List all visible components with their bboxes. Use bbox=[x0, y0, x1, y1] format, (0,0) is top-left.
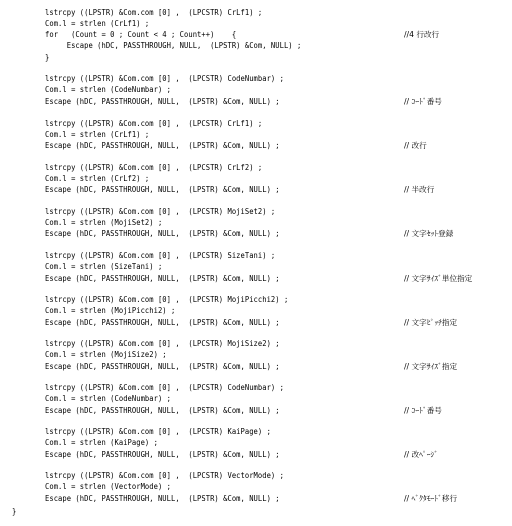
code-line: Escape (hDC, PASSTHROUGH, NULL, (LPSTR) &Com, NULL) ; bbox=[45, 41, 302, 50]
code-line: Com.l = strlen (KaiPage) ; bbox=[45, 438, 158, 447]
code-line: Escape (hDC, PASSTHROUGH, NULL, (LPSTR) &Com, NULL) ; bbox=[45, 362, 280, 371]
code-line: Escape (hDC, PASSTHROUGH, NULL, (LPSTR) &Com, NULL) ; bbox=[45, 185, 280, 194]
code-line: Com.l = strlen (MojiSet2) ; bbox=[45, 218, 163, 227]
code-line: Escape (hDC, PASSTHROUGH, NULL, (LPSTR) &Com, NULL) ; bbox=[45, 318, 280, 327]
code-line: Escape (hDC, PASSTHROUGH, NULL, (LPSTR) &Com, NULL) ; bbox=[45, 274, 280, 283]
code-line: Com.l = strlen (CodeNumbar) ; bbox=[45, 394, 172, 403]
code-line: lstrcpy ((LPSTR) &Com.com [0] , (LPCSTR) CrLf1) ; bbox=[45, 8, 263, 17]
code-comment: // 改ﾍﾟｰｼﾞ bbox=[404, 450, 439, 459]
code-line: lstrcpy ((LPSTR) &Com.com [0] , (LPCSTR) CodeNumbar) ; bbox=[45, 383, 284, 392]
code-line: Escape (hDC, PASSTHROUGH, NULL, (LPSTR) &Com, NULL) ; bbox=[45, 229, 280, 238]
code-line: Com.l = strlen (CrLf1) ; bbox=[45, 130, 150, 139]
code-line: Escape (hDC, PASSTHROUGH, NULL, (LPSTR) &Com, NULL) ; bbox=[45, 494, 280, 503]
code-line: lstrcpy ((LPSTR) &Com.com [0] , (LPCSTR) MojiPicchi2) ; bbox=[45, 295, 289, 304]
code-comment: // ﾍﾞｸﾀﾓｰﾄﾞ移行 bbox=[404, 494, 458, 503]
code-comment: // 改行 bbox=[404, 141, 427, 150]
code-line: Com.l = strlen (CodeNumbar) ; bbox=[45, 85, 172, 94]
code-comment: // 文字ﾋﾟｯﾁ指定 bbox=[404, 318, 458, 327]
code-line: Escape (hDC, PASSTHROUGH, NULL, (LPSTR) &Com, NULL) ; bbox=[45, 450, 280, 459]
code-comment: //4 行改行 bbox=[404, 30, 440, 39]
code-line: lstrcpy ((LPSTR) &Com.com [0] , (LPCSTR) MojiSize2) ; bbox=[45, 339, 280, 348]
code-line: Com.l = strlen (SizeTani) ; bbox=[45, 262, 163, 271]
code-line: Com.l = strlen (VectorMode) ; bbox=[45, 482, 172, 491]
code-line: lstrcpy ((LPSTR) &Com.com [0] , (LPCSTR) CrLf1) ; bbox=[45, 119, 263, 128]
code-line: } bbox=[45, 53, 50, 62]
code-line: Com.l = strlen (MojiPicchi2) ; bbox=[45, 306, 176, 315]
code-line: Com.l = strlen (CrLf2) ; bbox=[45, 174, 150, 183]
code-comment: // ｺｰﾄﾞ番号 bbox=[404, 97, 442, 106]
code-line: for (Count = 0 ; Count < 4 ; Count++) { bbox=[45, 30, 237, 39]
code-line: lstrcpy ((LPSTR) &Com.com [0] , (LPCSTR) KaiPage) ; bbox=[45, 427, 271, 436]
code-comment: // 文字ｻｲｽﾞ単位指定 bbox=[404, 274, 473, 283]
code-line: lstrcpy ((LPSTR) &Com.com [0] , (LPCSTR) MojiSet2) ; bbox=[45, 207, 276, 216]
code-comment: // 文字ｻｲｽﾞ指定 bbox=[404, 362, 458, 371]
code-line: Escape (hDC, PASSTHROUGH, NULL, (LPSTR) &Com, NULL) ; bbox=[45, 141, 280, 150]
code-line: lstrcpy ((LPSTR) &Com.com [0] , (LPCSTR) CodeNumbar) ; bbox=[45, 74, 284, 83]
code-line: Escape (hDC, PASSTHROUGH, NULL, (LPSTR) &Com, NULL) ; bbox=[45, 406, 280, 415]
code-comment: // ｺｰﾄﾞ番号 bbox=[404, 406, 442, 415]
code-comment: // 半改行 bbox=[404, 185, 435, 194]
code-line: Com.l = strlen (CrLf1) ; bbox=[45, 19, 150, 28]
code-line: lstrcpy ((LPSTR) &Com.com [0] , (LPCSTR) CrLf2) ; bbox=[45, 163, 263, 172]
code-line: } bbox=[12, 507, 17, 516]
code-comment: // 文字ｾｯﾄ登録 bbox=[404, 229, 454, 238]
code-line: lstrcpy ((LPSTR) &Com.com [0] , (LPCSTR) SizeTani) ; bbox=[45, 251, 276, 260]
code-line: Com.l = strlen (MojiSize2) ; bbox=[45, 350, 167, 359]
code-line: Escape (hDC, PASSTHROUGH, NULL, (LPSTR) &Com, NULL) ; bbox=[45, 97, 280, 106]
code-line: lstrcpy ((LPSTR) &Com.com [0] , (LPCSTR) VectorMode) ; bbox=[45, 471, 284, 480]
